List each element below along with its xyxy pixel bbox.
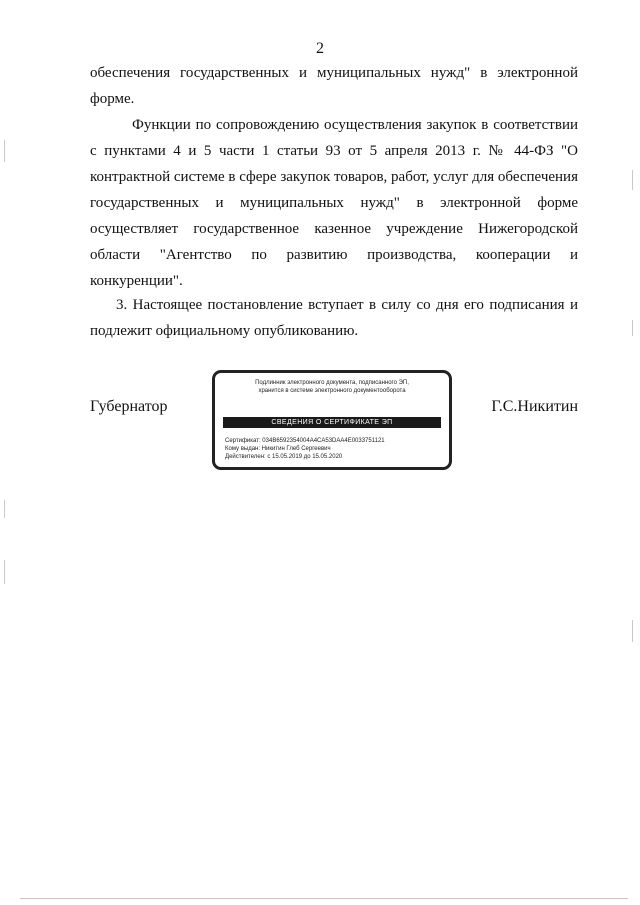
stamp-issued-to: Кому выдан: Никитин Глеб Сергеевич	[225, 446, 331, 452]
margin-mark	[632, 620, 633, 642]
paragraph-1: обеспечения государственных и муниципальных нужд" в электронной форме.	[90, 65, 578, 107]
margin-mark	[4, 500, 5, 518]
signer-name: Г.С.Никитин	[491, 398, 578, 415]
signer-title: Губернатор	[90, 398, 168, 415]
electronic-signature-stamp	[212, 370, 452, 470]
paragraph-2: Функции по сопровождению осуществления закупок в соответствии с пунктами 4 и 5 части 1 статьи 93 от 5 апреля 2013 г. № 44-ФЗ "О контрактной системе в сфере закупок товаров, работ, услуг для обеспечения государственных и муниципальных нужд" в электронной форме осуществляет государственное казенное учреждение Нижегородской области "Агентство по развитию производства, кооперации и конкуренции".	[90, 117, 578, 289]
paragraph-3: 3. Настоящее постановление вступает в силу со дня его подписания и подлежит официальному опубликованию.	[90, 297, 578, 339]
margin-mark	[4, 140, 5, 162]
margin-mark	[632, 170, 633, 190]
margin-mark	[4, 560, 5, 584]
page-number: 2	[316, 40, 324, 57]
stamp-caption-line: Подлинник электронного документа, подписанного ЭП,	[255, 380, 409, 386]
stamp-validity: Действителен: с 15.05.2019 до 15.05.2020	[225, 454, 343, 460]
stamp-details	[225, 437, 385, 461]
margin-mark	[632, 320, 633, 336]
stamp-certificate-band: СВЕДЕНИЯ О СЕРТИФИКАТЕ ЭП	[223, 417, 441, 428]
stamp-caption-line: хранится в системе электронного документооборота	[258, 388, 406, 394]
stamp-certificate-number: Сертификат: 034B6592354004A4CA53DAA4E0033751121	[225, 438, 385, 444]
stamp-caption	[215, 379, 449, 395]
bottom-rule	[20, 898, 628, 899]
